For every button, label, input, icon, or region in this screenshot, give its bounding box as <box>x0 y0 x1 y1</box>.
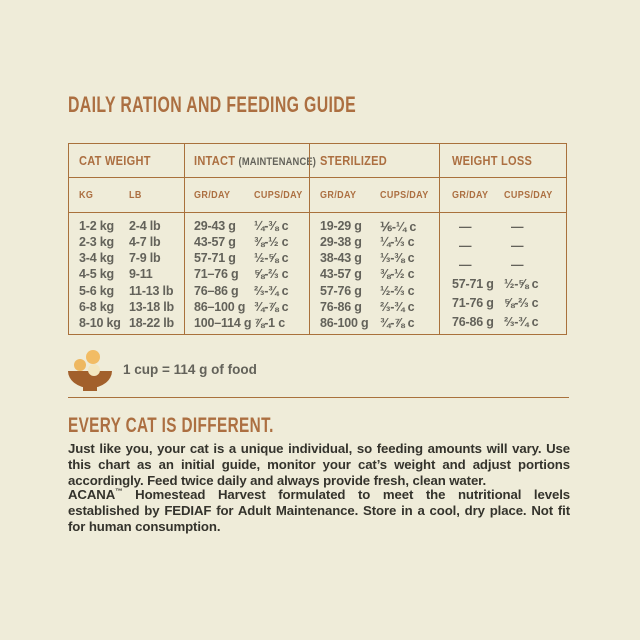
lb-label: LB <box>129 189 142 201</box>
brand-statement-paragraph <box>68 487 570 534</box>
gr-day-value: 43-57 g <box>320 267 362 282</box>
gr-day-value: 86-100 g <box>320 315 369 330</box>
kg-value: 6-8 kg <box>79 299 114 314</box>
kg-value: 1-2 kg <box>79 219 114 234</box>
page-title <box>68 92 468 118</box>
table-row <box>185 283 309 299</box>
food-bowl-icon <box>66 349 114 393</box>
cups-day-value: ¼-⅓ c <box>380 235 415 250</box>
cups-day-value: — <box>511 239 524 254</box>
cup-conversion-note: 1 cup = 114 g of food <box>123 362 257 377</box>
intact-header-label: INTACT <box>194 153 236 168</box>
lb-value: 13-18 lb <box>129 299 174 314</box>
kg-value: 4-5 kg <box>79 267 114 282</box>
weight-loss-header-label: WEIGHT LOSS <box>452 153 533 168</box>
table-row <box>185 299 309 315</box>
table-row <box>69 250 184 266</box>
gr-day-value: — <box>459 220 472 235</box>
cups-day-value: ⅝-⅔ c <box>504 295 539 310</box>
table-row <box>69 315 184 331</box>
table-row <box>69 299 184 315</box>
intact-data-column <box>184 213 309 334</box>
intact-header-note: (MAINTENANCE) <box>238 156 317 168</box>
gr-day-value: 71-76 g <box>452 295 494 310</box>
table-row <box>440 237 566 256</box>
table-row <box>69 218 184 234</box>
cups-day-value: ⅔-¾ c <box>380 299 415 314</box>
table-row <box>69 234 184 250</box>
cups-day-value: ¼-⅜ c <box>254 219 289 234</box>
feeding-table <box>68 143 567 335</box>
table-row <box>310 266 439 282</box>
gr-day-value: 19-29 g <box>320 219 362 234</box>
table-row <box>69 266 184 282</box>
gr-day-value: 29-43 g <box>194 219 236 234</box>
sterilized-data-column <box>309 213 439 334</box>
table-row <box>185 266 309 282</box>
cups-day-value: ¾-⅞ c <box>380 315 415 330</box>
table-row <box>185 250 309 266</box>
cups-day-value: ½-⅔ c <box>380 283 415 298</box>
cups-day-value: ¾-⅞ c <box>254 299 289 314</box>
subheader-intact <box>184 178 309 213</box>
gr-day-value: — <box>459 258 472 273</box>
table-row <box>440 312 566 331</box>
cups-day-value: ⅜-½ c <box>254 235 289 250</box>
table-row <box>310 234 439 250</box>
brand-statement-text: Homestead Harvest formulated to meet the nutritional levels established by FEDIAF for Adult Maintenance. Store in a cool, dry place. Not fit for human consumption. <box>68 487 570 534</box>
gr-day-value: 76–86 g <box>194 283 239 298</box>
cups-day-value: ⅔-¾ c <box>254 283 289 298</box>
kg-value: 5-6 kg <box>79 283 114 298</box>
feeding-advice-paragraph: Just like you, your cat is a unique individual, so feeding amounts will vary. Use this chart as an initial guide, monitor your cat’s weight and adjust portions accordingly. Feed twice daily and always provide fresh, clean water. <box>68 441 570 488</box>
trademark-symbol: ™ <box>115 486 123 496</box>
weight-loss-data-column <box>439 213 566 334</box>
gr-day-value: 86–100 g <box>194 299 246 314</box>
cups-day-value: ⅙-¼ c <box>380 219 417 234</box>
column-header-cat-weight <box>69 144 184 178</box>
table-row <box>310 218 439 234</box>
table-row <box>440 218 566 237</box>
section-heading <box>68 414 350 438</box>
gr-day-value: 76-86 g <box>320 299 362 314</box>
table-row <box>440 293 566 312</box>
kg-value: 3-4 kg <box>79 251 114 266</box>
cups-day-value: ⅝-⅔ c <box>254 267 289 282</box>
gr-day-value: 57-76 g <box>320 283 362 298</box>
kg-value: 2-3 kg <box>79 235 114 250</box>
weight-loss-gr-day-label: GR/DAY <box>452 189 489 201</box>
sterilized-gr-day-label: GR/DAY <box>320 189 357 201</box>
lb-value: 4-7 lb <box>129 235 161 250</box>
column-header-intact <box>184 144 317 178</box>
brand-name: ACANA <box>68 487 116 502</box>
subheader-cat-weight <box>69 178 184 213</box>
subheader-sterilized <box>309 178 439 213</box>
kg-value: 8-10 kg <box>79 315 121 330</box>
lb-value: 11-13 lb <box>129 283 174 298</box>
table-row <box>310 299 439 315</box>
gr-day-value: 71–76 g <box>194 267 239 282</box>
column-header-weight-loss <box>439 144 566 178</box>
sterilized-header-label: STERILIZED <box>320 153 388 168</box>
section-heading-text: EVERY CAT IS DIFFERENT. <box>68 414 274 437</box>
gr-day-value: 29-38 g <box>320 235 362 250</box>
table-row <box>440 274 566 293</box>
gr-day-value: 76-86 g <box>452 314 494 329</box>
table-row <box>185 218 309 234</box>
gr-day-value: 100–114 g <box>194 315 252 330</box>
section-divider <box>68 397 569 398</box>
gr-day-value: 57-71 g <box>194 251 236 266</box>
page-title-text: DAILY RATION AND FEEDING GUIDE <box>68 92 357 117</box>
cups-day-value: ⅜-½ c <box>380 267 415 282</box>
cups-day-value: — <box>511 220 524 235</box>
cups-day-value: — <box>511 258 524 273</box>
subheader-weight-loss <box>439 178 566 213</box>
intact-gr-day-label: GR/DAY <box>194 189 231 201</box>
gr-day-value: 43-57 g <box>194 235 236 250</box>
cups-day-value: ½-⅝ c <box>504 276 539 291</box>
cups-day-value: ⅞-1 c <box>254 315 285 330</box>
column-header-sterilized <box>309 144 439 178</box>
lb-value: 7-9 lb <box>129 251 161 266</box>
table-row <box>310 250 439 266</box>
table-row <box>185 315 309 331</box>
cat-weight-header-label: CAT WEIGHT <box>79 153 151 168</box>
weight-loss-cups-day-label: CUPS/DAY <box>504 189 553 201</box>
table-row <box>185 234 309 250</box>
cups-day-value: ⅔-¾ c <box>504 314 539 329</box>
gr-day-value: — <box>459 239 472 254</box>
table-row <box>440 256 566 275</box>
gr-day-value: 38-43 g <box>320 251 362 266</box>
lb-value: 2-4 lb <box>129 219 161 234</box>
cups-day-value: ⅓-⅜ c <box>380 251 415 266</box>
intact-cups-day-label: CUPS/DAY <box>254 189 303 201</box>
sterilized-cups-day-label: CUPS/DAY <box>380 189 429 201</box>
table-row <box>69 283 184 299</box>
table-row <box>310 315 439 331</box>
table-row <box>310 283 439 299</box>
lb-value: 9-11 <box>129 267 153 282</box>
cups-day-value: ½-⅝ c <box>254 251 289 266</box>
gr-day-value: 57-71 g <box>452 276 494 291</box>
lb-value: 18-22 lb <box>129 315 174 330</box>
kg-label: KG <box>79 189 94 201</box>
cat-weight-data-column <box>69 213 184 334</box>
